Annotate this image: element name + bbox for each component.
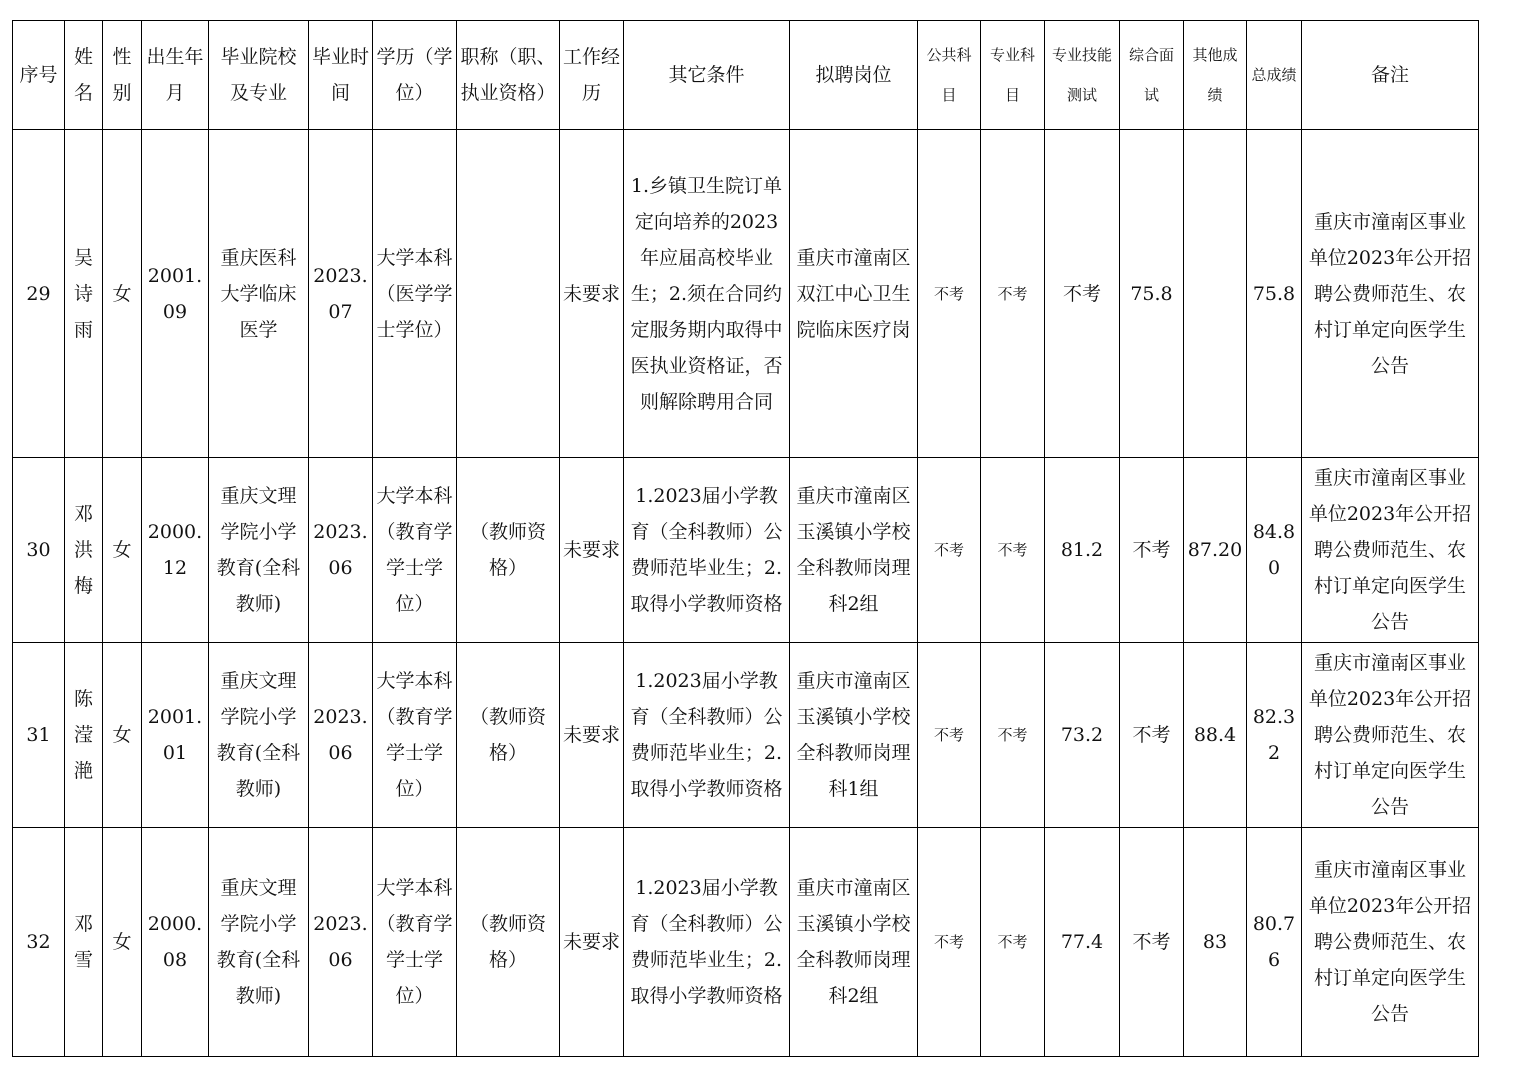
cell-work: 未要求 [560,130,624,458]
header-cell-name: 姓名 [65,21,103,130]
cell-otherscore: 87.20 [1184,458,1247,643]
header-cell-otherscore: 其他成绩 [1184,21,1247,130]
cell-skill: 73.2 [1045,643,1120,828]
cell-remark: 重庆市潼南区事业单位2023年公开招聘公费师范生、农村订单定向医学生公告 [1302,130,1479,458]
cell-gender: 女 [103,643,142,828]
cell-skill: 不考 [1045,130,1120,458]
cell-interview: 不考 [1120,643,1184,828]
cell-other: 1.2023届小学教育（全科教师）公费师范毕业生；2.取得小学教师资格 [624,828,790,1057]
header-cell-gender: 性别 [103,21,142,130]
header-cell-post: 拟聘岗位 [790,21,918,130]
cell-degree: 大学本科（教育学学士学位） [373,643,457,828]
cell-total: 84.80 [1247,458,1302,643]
cell-gender: 女 [103,130,142,458]
cell-name: 邓洪梅 [65,458,103,643]
cell-public: 不考 [918,828,981,1057]
cell-total: 75.8 [1247,130,1302,458]
cell-birth: 2001.09 [142,130,209,458]
cell-post: 重庆市潼南区玉溪镇小学校全科教师岗理科1组 [790,643,918,828]
cell-skill: 77.4 [1045,828,1120,1057]
cell-interview: 不考 [1120,458,1184,643]
cell-school: 重庆文理学院小学教育(全科教师) [209,828,309,1057]
cell-remark: 重庆市潼南区事业单位2023年公开招聘公费师范生、农村订单定向医学生公告 [1302,643,1479,828]
header-cell-no: 序号 [13,21,65,130]
header-cell-skill: 专业技能测试 [1045,21,1120,130]
cell-degree: 大学本科（教育学学士学位） [373,828,457,1057]
cell-grad: 2023.06 [309,458,373,643]
cell-public: 不考 [918,643,981,828]
cell-post: 重庆市潼南区玉溪镇小学校全科教师岗理科2组 [790,458,918,643]
table-row [13,643,1479,828]
cell-post: 重庆市潼南区双江中心卫生院临床医疗岗 [790,130,918,458]
cell-birth: 2001.01 [142,643,209,828]
cell-public: 不考 [918,458,981,643]
table-row [13,130,1479,458]
cell-degree: 大学本科（教育学学士学位） [373,458,457,643]
cell-post: 重庆市潼南区玉溪镇小学校全科教师岗理科2组 [790,828,918,1057]
header-cell-total: 总成绩 [1247,21,1302,130]
cell-no: 30 [13,458,65,643]
header-cell-grad: 毕业时间 [309,21,373,130]
cell-otherscore [1184,130,1247,458]
header-row [13,21,1479,130]
cell-other: 1.2023届小学教育（全科教师）公费师范毕业生；2.取得小学教师资格 [624,458,790,643]
cell-work: 未要求 [560,643,624,828]
cell-title: （教师资格） [457,828,560,1057]
cell-no: 31 [13,643,65,828]
cell-total: 82.32 [1247,643,1302,828]
cell-birth: 2000.12 [142,458,209,643]
header-cell-remark: 备注 [1302,21,1479,130]
cell-name: 吴诗雨 [65,130,103,458]
cell-school: 重庆文理学院小学教育(全科教师) [209,643,309,828]
cell-no: 32 [13,828,65,1057]
cell-major: 不考 [981,643,1045,828]
cell-title: （教师资格） [457,643,560,828]
cell-other: 1.乡镇卫生院订单定向培养的2023年应届高校毕业生；2.须在合同约定服务期内取得中医执业资格证，否则解除聘用合同 [624,130,790,458]
cell-skill: 81.2 [1045,458,1120,643]
cell-remark: 重庆市潼南区事业单位2023年公开招聘公费师范生、农村订单定向医学生公告 [1302,458,1479,643]
cell-major: 不考 [981,130,1045,458]
cell-gender: 女 [103,828,142,1057]
table-row [13,828,1479,1057]
header-cell-other: 其它条件 [624,21,790,130]
cell-other: 1.2023届小学教育（全科教师）公费师范毕业生；2.取得小学教师资格 [624,643,790,828]
cell-otherscore: 83 [1184,828,1247,1057]
header-cell-title: 职称（职、执业资格） [457,21,560,130]
header-cell-interview: 综合面试 [1120,21,1184,130]
cell-name: 邓雪 [65,828,103,1057]
cell-name: 陈滢滟 [65,643,103,828]
cell-birth: 2000.08 [142,828,209,1057]
cell-major: 不考 [981,828,1045,1057]
cell-school: 重庆文理学院小学教育(全科教师) [209,458,309,643]
header-cell-work: 工作经历 [560,21,624,130]
header-cell-school: 毕业院校及专业 [209,21,309,130]
cell-interview: 75.8 [1120,130,1184,458]
cell-public: 不考 [918,130,981,458]
cell-major: 不考 [981,458,1045,643]
cell-remark: 重庆市潼南区事业单位2023年公开招聘公费师范生、农村订单定向医学生公告 [1302,828,1479,1057]
cell-work: 未要求 [560,828,624,1057]
header-cell-major: 专业科目 [981,21,1045,130]
table-row [13,458,1479,643]
cell-title [457,130,560,458]
cell-work: 未要求 [560,458,624,643]
cell-grad: 2023.06 [309,828,373,1057]
candidate-table [12,20,1479,1057]
cell-school: 重庆医科大学临床医学 [209,130,309,458]
header-cell-degree: 学历（学位） [373,21,457,130]
cell-grad: 2023.07 [309,130,373,458]
cell-gender: 女 [103,458,142,643]
cell-no: 29 [13,130,65,458]
cell-interview: 不考 [1120,828,1184,1057]
cell-otherscore: 88.4 [1184,643,1247,828]
cell-degree: 大学本科（医学学士学位） [373,130,457,458]
header-cell-birth: 出生年月 [142,21,209,130]
header-cell-public: 公共科目 [918,21,981,130]
cell-grad: 2023.06 [309,643,373,828]
cell-title: （教师资格） [457,458,560,643]
cell-total: 80.76 [1247,828,1302,1057]
